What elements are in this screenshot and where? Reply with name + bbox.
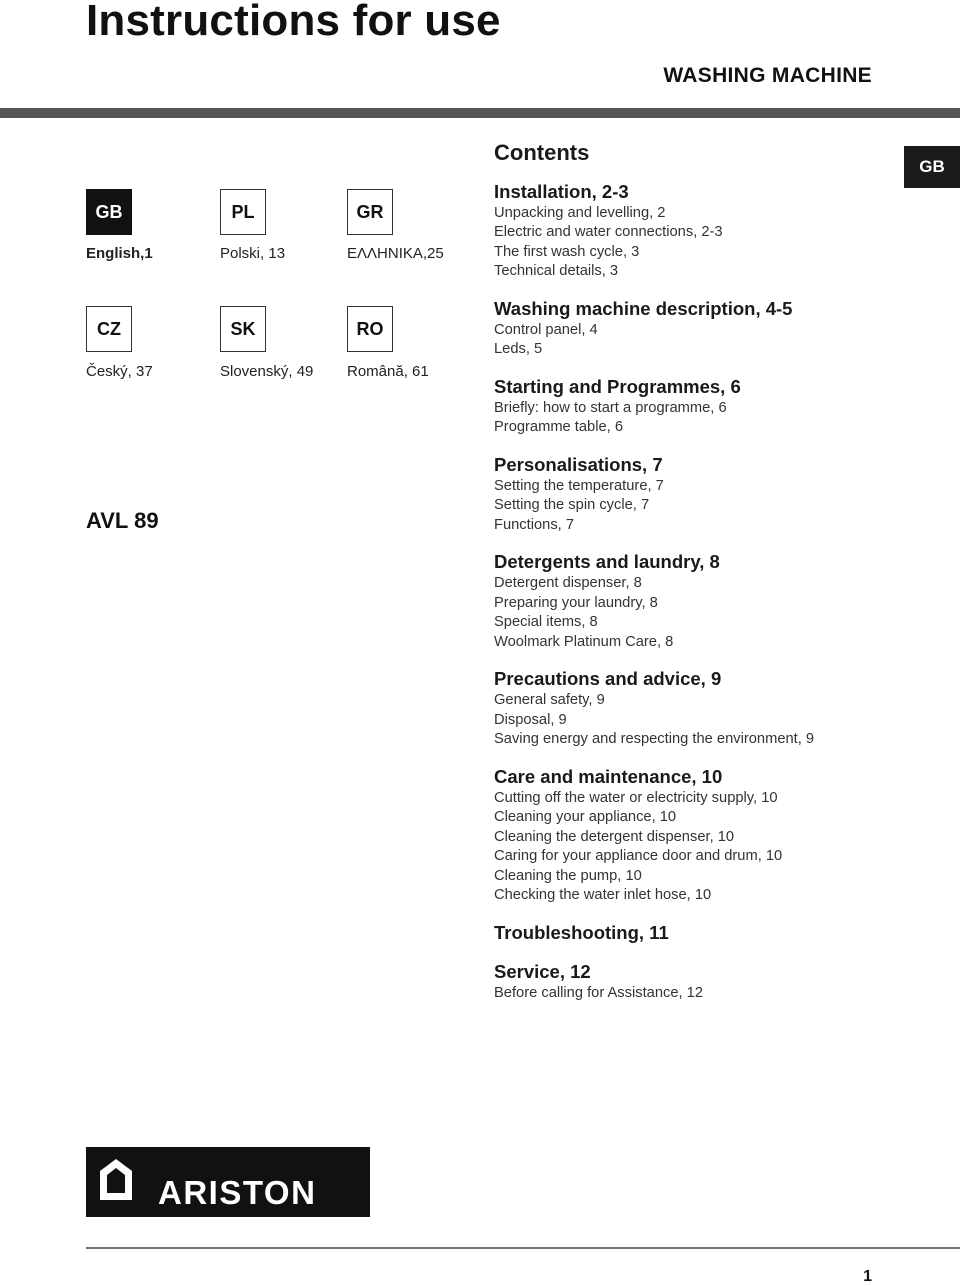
lang-label-romana[interactable]: Română, 61 [347,363,429,380]
toc-item[interactable]: Cleaning the pump, 10 [494,867,642,884]
logo-text: ARISTON [158,1174,317,1211]
toc-item[interactable]: Electric and water connections, 2-3 [494,224,723,241]
lang-code-pl[interactable]: PL [220,189,266,235]
toc-item[interactable]: Setting the temperature, 7 [494,477,664,494]
toc-item[interactable]: Cutting off the water or electricity supply, 10 [494,789,778,806]
ariston-logo [86,1147,370,1217]
header-divider [0,108,960,118]
toc-item[interactable]: Setting the spin cycle, 7 [494,497,650,514]
toc-item[interactable]: Special items, 8 [494,614,598,631]
toc-item[interactable]: Detergent dispenser, 8 [494,575,642,592]
toc-heading[interactable]: Troubleshooting, 11 [494,921,669,943]
toc-heading[interactable]: Detergents and laundry, 8 [494,551,720,573]
toc-section-troubleshooting [494,921,894,945]
lang-label-cesky[interactable]: Český, 37 [86,363,153,380]
lang-label-greek[interactable]: ΕΛΛΗΝΙΚΑ,25 [347,245,444,262]
toc-heading[interactable]: Precautions and advice, 9 [494,668,722,690]
toc-item[interactable]: Preparing your laundry, 8 [494,594,658,611]
toc-item[interactable]: Briefly: how to start a programme, 6 [494,399,727,416]
toc-section-installation [494,180,894,282]
toc-item[interactable]: Disposal, 9 [494,711,567,728]
toc-section-precautions [494,667,894,750]
language-side-tab: GB [904,146,960,188]
lang-code-ro[interactable]: RO [347,306,393,352]
toc-item[interactable]: General safety, 9 [494,692,605,709]
footer-divider [86,1247,960,1249]
ariston-logo-graphic [86,1147,370,1217]
toc-item[interactable]: Leds, 5 [494,341,543,358]
toc-section-service [494,960,894,1004]
toc-item[interactable]: Cleaning the detergent dispenser, 10 [494,828,735,845]
toc-item[interactable]: Cleaning your appliance, 10 [494,809,677,826]
lang-code-cz[interactable]: CZ [86,306,132,352]
lang-code-gb[interactable]: GB [86,189,132,235]
toc-heading[interactable]: Washing machine description, 4-5 [494,297,793,319]
toc-item[interactable]: Checking the water inlet hose, 10 [494,887,712,904]
toc-heading[interactable]: Installation, 2-3 [494,180,629,202]
toc-item[interactable]: Programme table, 6 [494,419,623,436]
toc-item[interactable]: Unpacking and levelling, 2 [494,204,666,221]
lang-label-polski[interactable]: Polski, 13 [220,245,286,262]
product-type: WASHING MACHINE [663,64,872,87]
toc-heading[interactable]: Personalisations, 7 [494,453,663,475]
table-of-contents [494,139,894,1019]
toc-section-starting [494,375,894,438]
contents-title: Contents [494,140,590,165]
toc-item[interactable]: Woolmark Platinum Care, 8 [494,633,674,650]
toc-item[interactable]: Functions, 7 [494,516,575,533]
toc-item[interactable]: Caring for your appliance door and drum, 10 [494,848,783,865]
toc-section-care [494,765,894,906]
toc-heading[interactable]: Starting and Programmes, 6 [494,375,741,397]
lang-code-sk[interactable]: SK [220,306,266,352]
toc-item[interactable]: Saving energy and respecting the environment, 9 [494,731,815,748]
lang-label-english[interactable]: English,1 [86,245,153,262]
toc-item[interactable]: Control panel, 4 [494,321,598,338]
lang-label-slovensky[interactable]: Slovenský, 49 [220,363,314,380]
toc-section-description [494,297,894,360]
model-number: AVL 89 [86,508,159,533]
toc-item[interactable]: Before calling for Assistance, 12 [494,985,704,1002]
toc-item[interactable]: The first wash cycle, 3 [494,243,640,260]
toc-heading[interactable]: Service, 12 [494,960,591,982]
page-title: Instructions for use [86,0,501,45]
toc-section-detergents [494,550,894,652]
page-number: 1 [863,1268,872,1285]
toc-heading[interactable]: Care and maintenance, 10 [494,765,723,787]
lang-code-gr[interactable]: GR [347,189,393,235]
toc-item[interactable]: Technical details, 3 [494,263,619,280]
toc-section-personalisations [494,453,894,536]
house-icon [100,1159,132,1200]
